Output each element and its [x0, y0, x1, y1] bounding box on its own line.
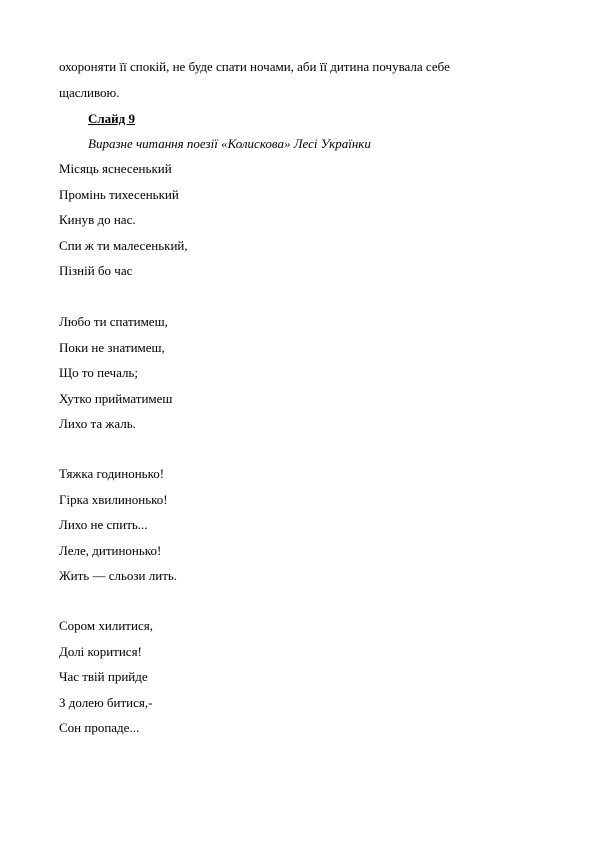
poem-stanza-1: [59, 161, 188, 289]
intro-text-line-1: охороняти її спокій, не буде спати ночами, аби її дитина почувала себе: [59, 59, 450, 74]
intro-text-line-2: щасливою.: [59, 85, 120, 100]
poem-stanza-4: [59, 618, 153, 746]
poem-stanza-3: [59, 466, 177, 594]
reading-subtitle: Виразне читання поезії «Колискова» Лесі Українки: [88, 136, 371, 151]
poem-line: Долі коритися!: [59, 643, 142, 659]
poem-line: Жить — сльози лить.: [59, 568, 178, 583]
poem-line: Що то печаль;: [59, 365, 138, 380]
poem-line: Тяжка годинонько!: [59, 466, 165, 481]
poem-line: Пізній бо час: [59, 263, 133, 278]
poem-line: Хутко прийматимеш: [59, 390, 173, 406]
poem-line: З долею битися,-: [59, 694, 153, 710]
poem-line: Час твій прийде: [59, 669, 148, 684]
poem-stanza-2: [59, 314, 172, 442]
poem-line: Любо ти спатимеш,: [59, 314, 168, 329]
poem-line: Місяць яснесенький: [59, 161, 172, 176]
poem-line: Промінь тихесенький: [59, 186, 179, 202]
poem-line: Поки не знатимеш,: [59, 339, 165, 355]
poem-line: Гірка хвилинонько!: [59, 491, 168, 507]
poem-line: Кинув до нас.: [59, 212, 136, 227]
slide-heading: Слайд 9: [88, 111, 135, 126]
poem-line: Спи ж ти малесенький,: [59, 237, 188, 253]
poem-line: Лихо та жаль.: [59, 416, 136, 431]
poem-line: Лихо не спить...: [59, 517, 148, 532]
poem-line: Леле, дитинонько!: [59, 542, 162, 558]
poem-line: Сором хилитися,: [59, 618, 153, 633]
poem-line: Сон пропаде...: [59, 720, 140, 735]
